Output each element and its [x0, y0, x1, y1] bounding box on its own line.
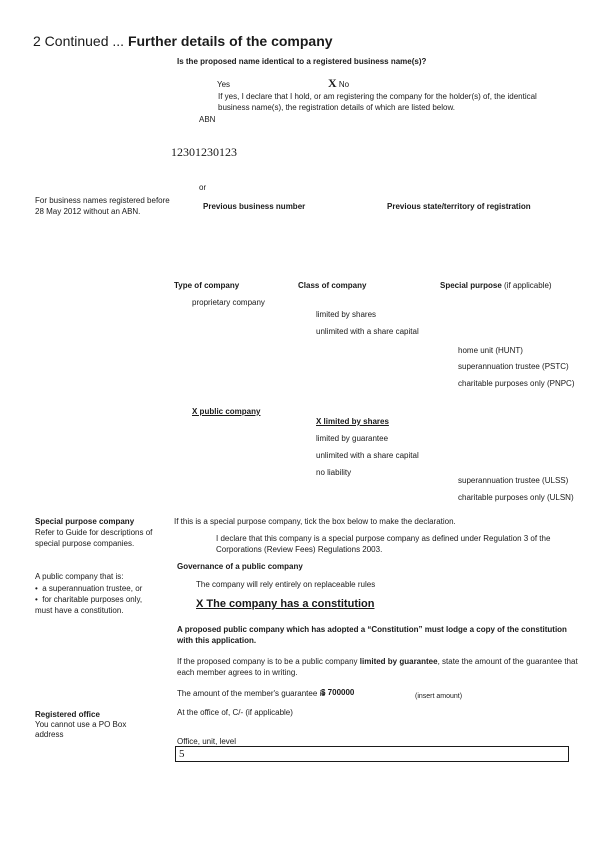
- special-purpose-header-suffix: (if applicable): [501, 281, 552, 290]
- public-class-unlimited[interactable]: unlimited with a share capital: [316, 451, 419, 460]
- registered-office-side-line-2: address: [35, 730, 64, 739]
- proprietary-company-option[interactable]: proprietary company: [192, 298, 265, 307]
- business-name-declaration-1: If yes, I declare that I hold, or am registering the company for the holder(s) of, the identical: [218, 92, 537, 101]
- bullet-icon: •: [35, 584, 43, 593]
- side-note-business-names-1: For business names registered before: [35, 196, 170, 205]
- prop-class-unlimited[interactable]: unlimited with a share capital: [316, 327, 419, 336]
- registered-office-title: Registered office: [35, 710, 100, 719]
- yes-option[interactable]: Yes: [217, 80, 231, 89]
- prop-class-limited-shares[interactable]: limited by shares: [316, 310, 377, 319]
- prop-special-hunt[interactable]: home unit (HUNT): [458, 346, 523, 355]
- special-purpose-header-label: Special purpose: [440, 281, 502, 290]
- governance-title: Governance of a public company: [177, 562, 303, 571]
- guarantee-bold: limited by guarantee: [359, 657, 438, 666]
- side-note-business-names-2: 28 May 2012 without an ABN.: [35, 207, 141, 216]
- special-purpose-header: [440, 281, 552, 290]
- public-class-limited-shares[interactable]: X limited by shares: [316, 417, 389, 426]
- heading-title: Further details of the company: [127, 33, 333, 49]
- special-purpose-side-title: Special purpose company: [35, 517, 135, 526]
- special-purpose-declaration-2: Corporations (Review Fees) Regulations 2003.: [216, 545, 383, 554]
- heading-prefix: 2 Continued ...: [33, 33, 125, 49]
- guarantee-post: , state the amount of the guarantee that: [437, 657, 578, 666]
- public-special-ulsn[interactable]: charitable purposes only (ULSN): [458, 493, 574, 502]
- public-note-bullet-1-text: a superannuation trustee, or: [42, 584, 143, 593]
- registered-office-side-line-1: You cannot use a PO Box: [35, 720, 127, 729]
- guarantee-amount-field[interactable]: $ 700000: [321, 688, 355, 697]
- governance-replaceable-rules-option[interactable]: The company will rely entirely on replaceable rules: [196, 580, 376, 589]
- governance-constitution-option[interactable]: X The company has a constitution: [196, 598, 375, 610]
- abn-label: ABN: [199, 115, 216, 124]
- class-of-company-header: Class of company: [298, 281, 367, 290]
- public-note-line-1: A public company that is:: [35, 572, 124, 581]
- special-purpose-declaration-1[interactable]: I declare that this company is a special purpose company as defined under Regulation 3 of the: [216, 534, 551, 543]
- public-note-line-4: must have a constitution.: [35, 606, 124, 615]
- prop-special-pnpc[interactable]: charitable purposes only (PNPC): [458, 379, 575, 388]
- public-special-ulss[interactable]: superannuation trustee (ULSS): [458, 476, 569, 485]
- abn-field[interactable]: 12301230123: [171, 145, 237, 159]
- prev-business-number-label: Previous business number: [203, 202, 306, 211]
- type-of-company-header: Type of company: [174, 281, 240, 290]
- office-unit-label: Office, unit, level: [177, 737, 236, 746]
- guarantee-instruction-2: each member agrees to in writing.: [177, 668, 298, 677]
- public-note-bullet-2-text: for charitable purposes only,: [42, 595, 143, 604]
- public-company-option[interactable]: X public company: [192, 407, 261, 416]
- special-purpose-side-line-1: Refer to Guide for descriptions of: [35, 528, 153, 537]
- or-label: or: [199, 183, 207, 192]
- constitution-notice-1: A proposed public company which has adopted a “Constitution” must lodge a copy of the constitution: [177, 625, 567, 634]
- prev-state-label: Previous state/territory of registration: [387, 202, 531, 211]
- no-label: No: [338, 80, 350, 89]
- no-checkmark: X: [328, 76, 337, 90]
- prop-special-pstc[interactable]: superannuation trustee (PSTC): [458, 362, 569, 371]
- public-class-no-liability[interactable]: no liability: [316, 468, 352, 477]
- guarantee-pre: If the proposed company is to be a public company: [177, 657, 360, 666]
- guarantee-instruction-1: [177, 657, 578, 666]
- special-purpose-side-line-2: special purpose companies.: [35, 539, 135, 548]
- business-name-question: Is the proposed name identical to a registered business name(s)?: [177, 57, 427, 66]
- office-unit-field[interactable]: 5: [175, 746, 569, 762]
- constitution-notice-2: with this application.: [177, 636, 257, 645]
- insert-amount-hint: (insert amount): [415, 693, 463, 700]
- public-class-limited-guarantee[interactable]: limited by guarantee: [316, 434, 389, 443]
- public-note-bullet-1: [35, 584, 142, 593]
- no-option[interactable]: [328, 77, 349, 91]
- guarantee-amount-label: The amount of the member's guarantee is: [177, 689, 326, 698]
- bullet-icon: •: [35, 595, 43, 604]
- public-note-bullet-2: [35, 595, 142, 604]
- special-purpose-instruction: If this is a special purpose company, tick the box below to make the declaration.: [174, 517, 456, 526]
- page-heading: [33, 33, 333, 49]
- office-of-label: At the office of, C/- (if applicable): [177, 708, 293, 717]
- business-name-declaration-2: business name(s), the registration details of which are listed below.: [218, 103, 456, 112]
